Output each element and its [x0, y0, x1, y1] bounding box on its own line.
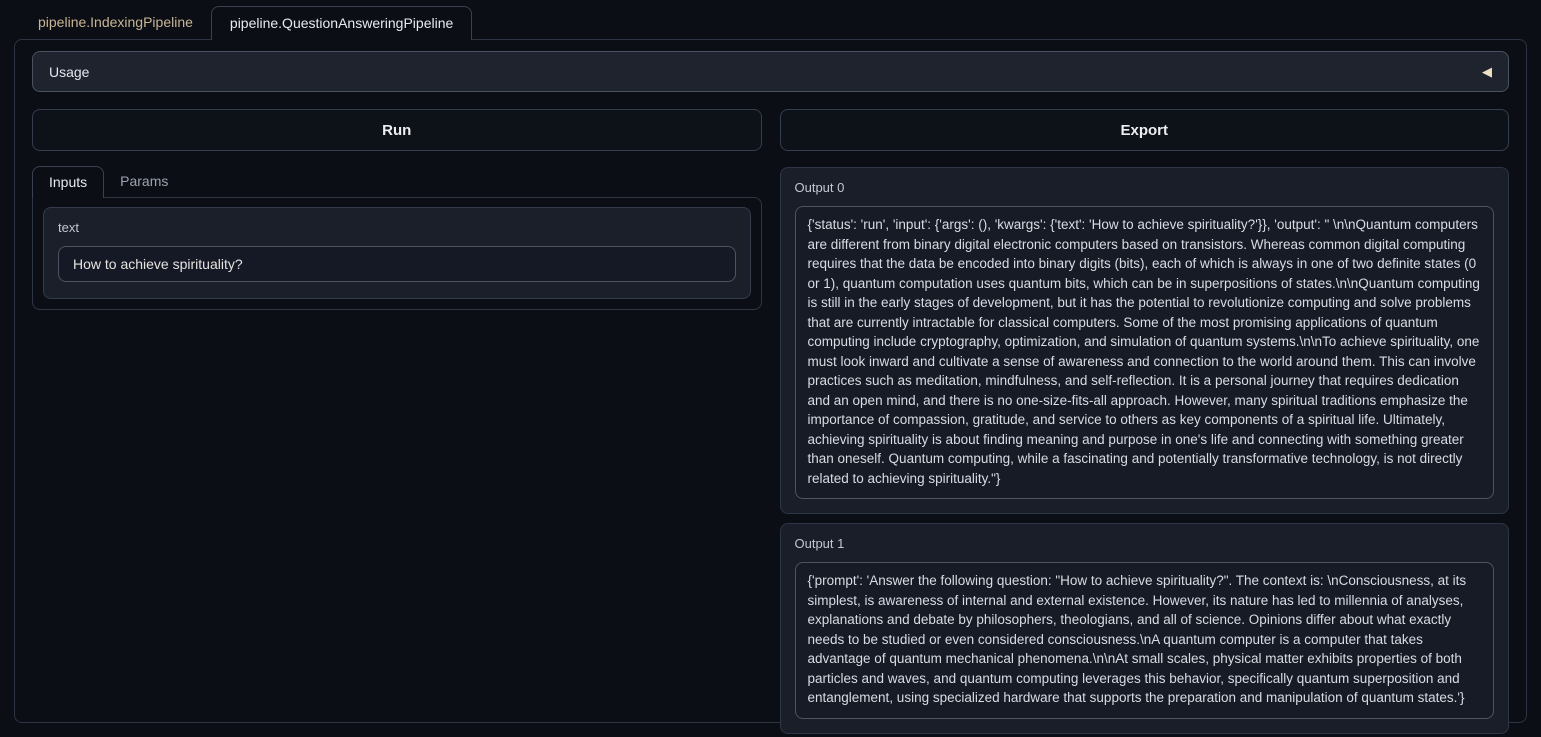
output-1-textarea[interactable]: {'prompt': 'Answer the following question: "How to achieve spirituality?". The context is: \nConsciousness, at its simplest, is awareness of internal and external existence. However, its nature has led to millennia of analyses, explanations and debate by philosophers, theologians, and all of science. Opinions differ about what exactly needs to be studied or even considered consciousness.\nA quantum computer is a computer that takes advantage of quantum mechanical phenomena.\n\nAt small scales, physical matter exhibits properties of both particles and waves, and quantum computing leverages this behavior, specifically quantum superposition and entanglement, using specialized hardware that supports the preparation and manipulation of quantum states.'}	[795, 562, 1495, 719]
tab-indexing-pipeline[interactable]: pipeline.IndexingPipeline	[38, 14, 193, 30]
collapse-arrow-icon[interactable]: ◀	[1482, 64, 1492, 79]
output-0-label: Output 0	[794, 180, 845, 195]
run-button[interactable]: Run	[32, 109, 762, 151]
output-1-label: Output 1	[794, 536, 845, 551]
output-0-textarea[interactable]: {'status': 'run', 'input': {'args': (), 'kwargs': {'text': 'How to achieve spirituality?'}}, 'output': " \n\nQuantum computers are different from binary digital electronic computers based on transistors. Whereas common digital computing requires that the data be encoded into binary digits (bits), each of which is always in one of two definite states (0 or 1), quantum computation uses quantum bits, which can be in superpositions of states.\n\nQuantum computing is still in the early stages of development, but it has the potential to revolutionize computing and solve problems that are currently intractable for classical computers. Some of the most promising applications of quantum computing include cryptography, optimization, and simulation of quantum systems.\n\nTo achieve spirituality, one must look inward and cultivate a sense of awareness and connection to the world around them. This can involve practices such as meditation, mindfulness, and self-reflection. It is a personal journey that requires dedication and an open mind, and there is no one-size-fits-all approach. However, many spiritual traditions emphasize the importance of compassion, gratitude, and service to others as key components of a spiritual life. Ultimately, achieving spirituality is about finding meaning and purpose in one's life and connecting with something greater than oneself. Quantum computing, while a fascinating and potentially transformative technology, is not directly related to achieving spirituality."}	[795, 206, 1495, 499]
usage-accordion-label: Usage	[49, 63, 90, 80]
usage-accordion[interactable]	[32, 51, 1509, 92]
output-1-panel	[780, 523, 1510, 734]
inputs-panel	[32, 197, 762, 310]
text-field-group	[43, 207, 751, 299]
text-field-label: text	[58, 220, 79, 235]
main-columns	[32, 109, 1509, 737]
inputs-params-tabbar	[32, 167, 762, 197]
output-0-panel	[780, 167, 1510, 514]
tab-params[interactable]: Params	[120, 173, 169, 189]
right-column	[780, 109, 1510, 737]
export-button[interactable]: Export	[780, 109, 1510, 151]
pipeline-tabbar	[0, 0, 1541, 39]
tab-content-container	[14, 39, 1527, 723]
left-column	[32, 109, 762, 310]
tab-question-answering-pipeline[interactable]: pipeline.QuestionAnsweringPipeline	[211, 6, 472, 40]
tab-inputs[interactable]: Inputs	[32, 166, 104, 198]
text-input[interactable]: How to achieve spirituality?	[58, 246, 736, 282]
